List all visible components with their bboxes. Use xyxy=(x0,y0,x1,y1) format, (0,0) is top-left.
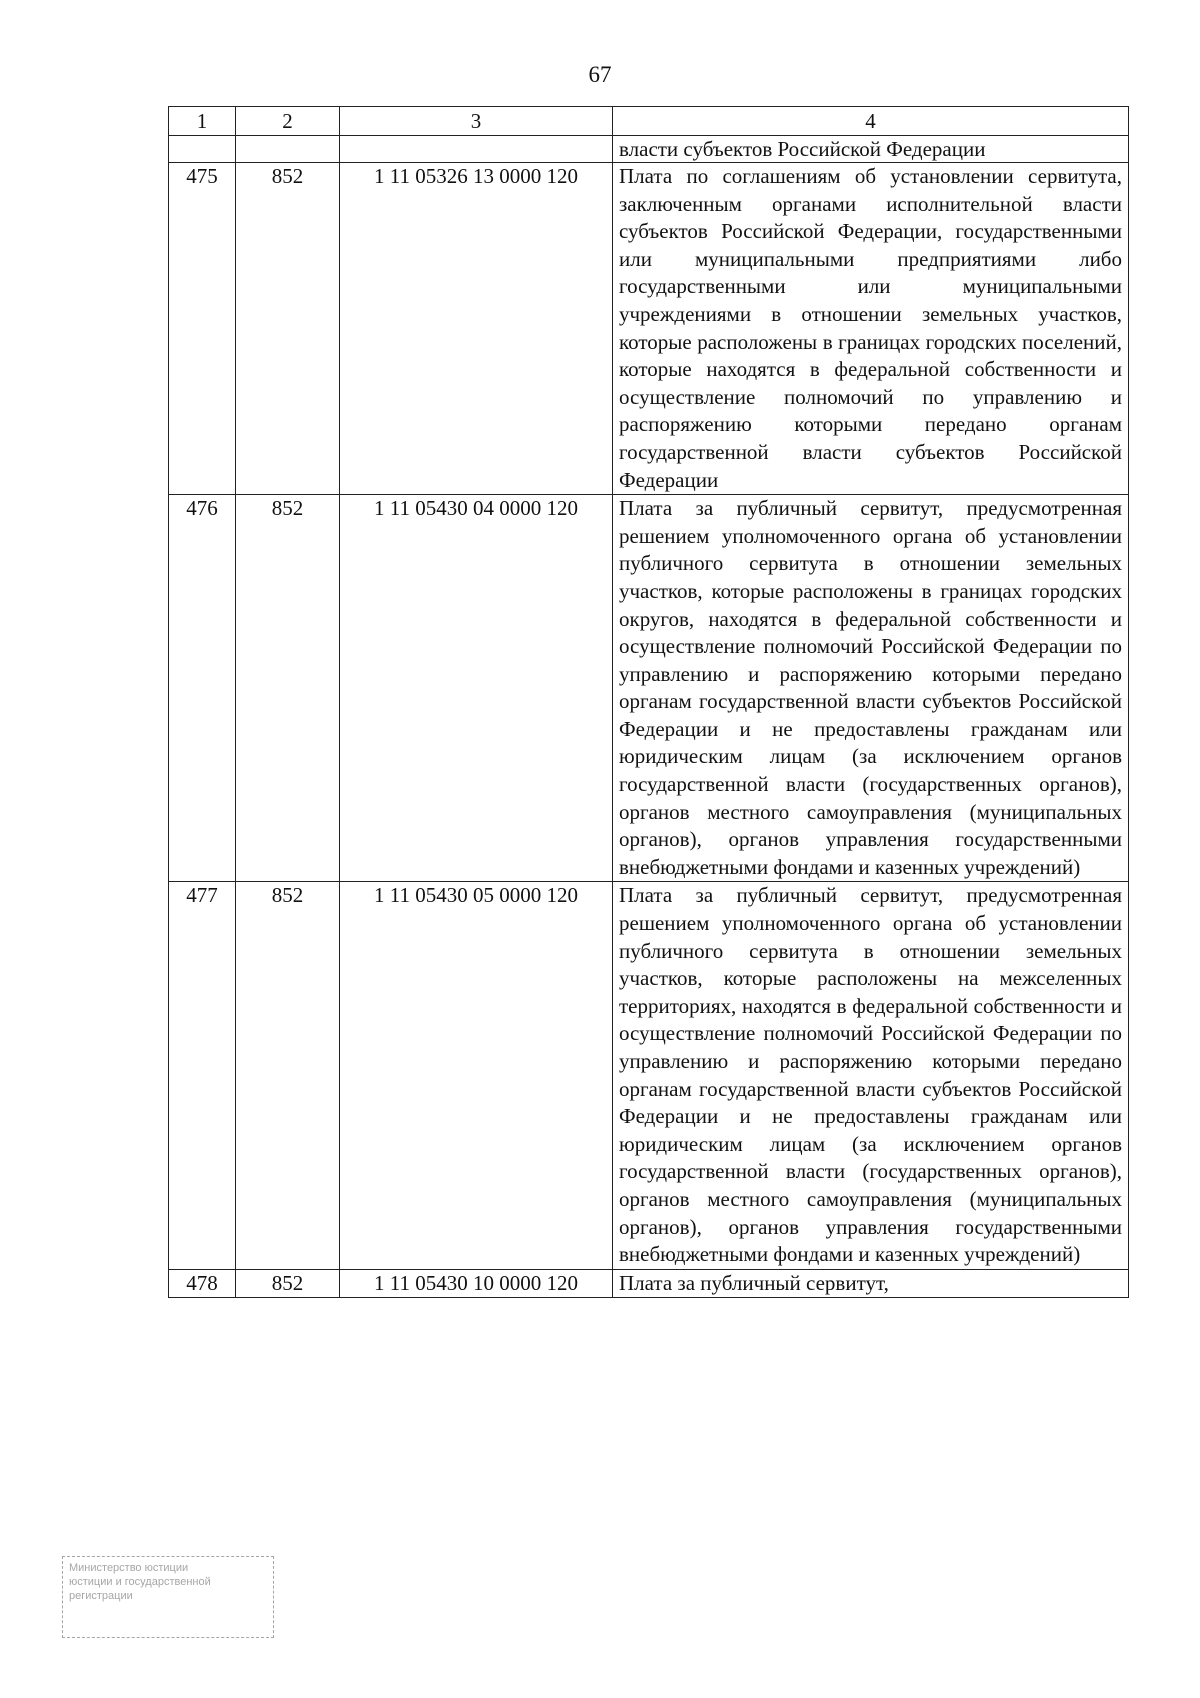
row-number: 478 xyxy=(169,1269,236,1298)
table-row xyxy=(169,163,1129,495)
continuation-text: власти субъектов Российской Федерации xyxy=(613,136,1129,163)
header-col-4: 4 xyxy=(613,107,1129,136)
description: Плата за публичный сервитут, предусмотренная решением уполномоченного органа об установлении публичного сервитута в отношении земельных участков, которые расположены на межселенных территориях, находятся в федеральной собственности и осуществление полномочий Российской Федерации по управлению и распоряжению которыми передано органам государственной власти субъектов Российской Федерации и не предоставлены гражданам или юридическим лицам (за исключением органов государственной власти (государственных органов), органов местного самоуправления (муниципальных органов), органов управления государственными внебюджетными фондами и казенных учреждений) xyxy=(613,882,1129,1269)
empty-cell xyxy=(169,136,236,163)
row-number: 477 xyxy=(169,882,236,1269)
admin-code: 852 xyxy=(236,882,340,1269)
budget-code: 1 11 05430 05 0000 120 xyxy=(340,882,613,1269)
budget-code: 1 11 05326 13 0000 120 xyxy=(340,163,613,495)
description: Плата по соглашениям об установлении сервитута, заключенным органами исполнительной власти субъектов Российской Федерации, государственными или муниципальными предприятиями либо государственными или муниципальными учреждениями в отношении земельных участков, которые расположены в границах городских поселений, которые находятся в федеральной собственности и осуществление полномочий по управлению и распоряжению которыми передано органам государственной власти субъектов Российской Федерации xyxy=(613,163,1129,495)
continuation-row xyxy=(169,136,1129,163)
admin-code: 852 xyxy=(236,163,340,495)
admin-code: 852 xyxy=(236,1269,340,1298)
table-header-row xyxy=(169,107,1129,136)
row-number: 475 xyxy=(169,163,236,495)
table-row xyxy=(169,882,1129,1269)
header-col-2: 2 xyxy=(236,107,340,136)
table-row xyxy=(169,495,1129,882)
stamp-line: Министерство юстиции xyxy=(69,1562,189,1574)
header-col-1: 1 xyxy=(169,107,236,136)
budget-code: 1 11 05430 10 0000 120 xyxy=(340,1269,613,1298)
table-row xyxy=(169,1269,1129,1298)
empty-cell xyxy=(340,136,613,163)
budget-code: 1 11 05430 04 0000 120 xyxy=(340,495,613,882)
page-number: 67 xyxy=(588,62,612,87)
header-col-3: 3 xyxy=(340,107,613,136)
description: Плата за публичный сервитут, xyxy=(613,1269,1129,1298)
registration-stamp xyxy=(62,1556,274,1638)
description: Плата за публичный сервитут, предусмотренная решением уполномоченного органа об установлении публичного сервитута в отношении земельных участков, которые расположены в границах городских округов, находятся в федеральной собственности и осуществление полномочий Российской Федерации по управлению и распоряжению которыми передано органам государственной власти субъектов Российской Федерации и не предоставлены гражданам или юридическим лицам (за исключением органов государственной власти (государственных органов), органов местного самоуправления (муниципальных органов), органов управления государственными внебюджетными фондами и казенных учреждений) xyxy=(613,495,1129,882)
stamp-line: юстиции и государственной xyxy=(69,1576,211,1588)
budget-codes-table xyxy=(168,106,1129,1298)
admin-code: 852 xyxy=(236,495,340,882)
stamp-line: регистрации xyxy=(69,1590,133,1602)
empty-cell xyxy=(236,136,340,163)
row-number: 476 xyxy=(169,495,236,882)
